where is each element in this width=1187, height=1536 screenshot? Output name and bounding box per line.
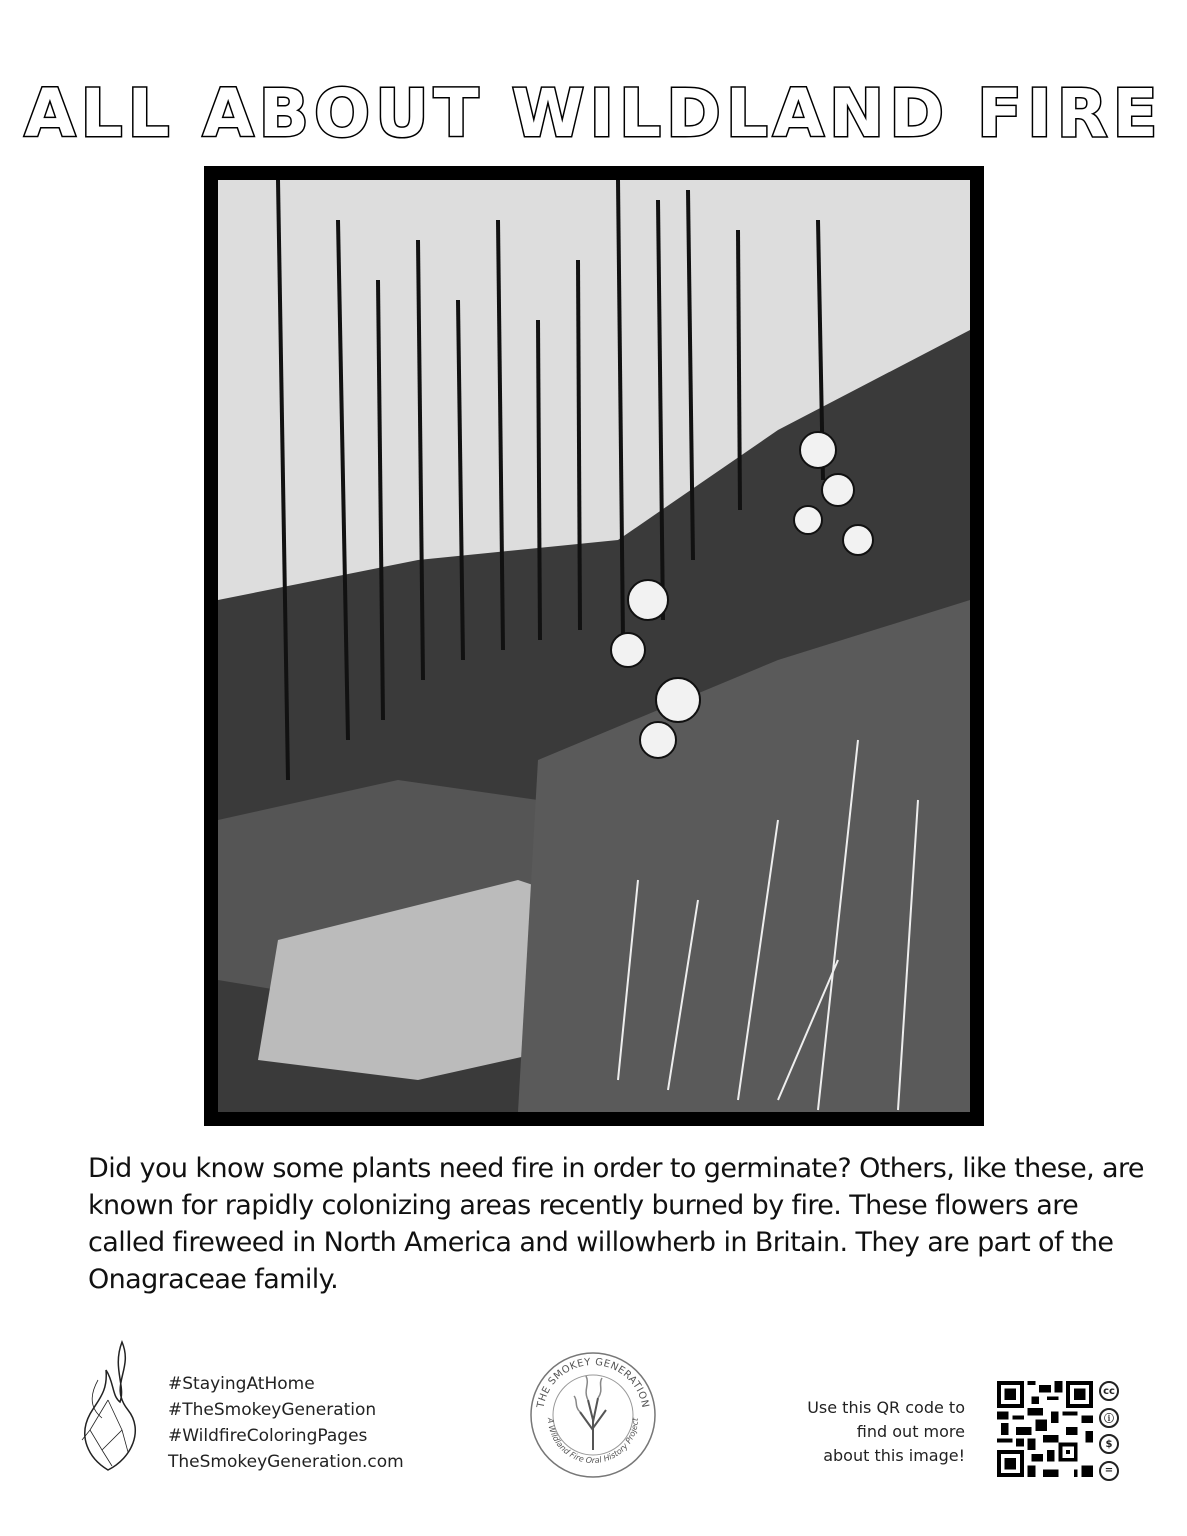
cc-icon: cc xyxy=(1099,1381,1119,1401)
hashtag-list xyxy=(168,1371,404,1475)
burned-forest-illustration xyxy=(218,180,970,1112)
license-icons xyxy=(1099,1381,1123,1481)
seal-bottom-text: A Wildland Fire Oral History Project xyxy=(545,1417,641,1466)
flame-icon xyxy=(78,1340,142,1472)
qr-code[interactable] xyxy=(997,1381,1093,1477)
seal-top-text: THE SMOKEY GENERATION xyxy=(535,1356,651,1410)
burning-tree-icon xyxy=(574,1376,606,1450)
forest-image xyxy=(218,180,970,1112)
hashtag-wildfire-coloring-pages: #WildfireColoringPages xyxy=(168,1426,368,1446)
qr-prompt: Use this QR code to find out more about this image! xyxy=(807,1398,965,1465)
caption-text: Did you know some plants need fire in order to germinate? Others, like these, are known for rapidly colonizing areas recently burned by fire. These flowers are called fireweed in North America and willowherb in Britain. They are part of the Onagraceae family. xyxy=(88,1153,1144,1295)
smokey-generation-seal xyxy=(528,1350,658,1480)
page-title: ALL ABOUT WILDLAND FIRE xyxy=(24,75,1163,152)
website-link[interactable]: TheSmokeyGeneration.com xyxy=(168,1452,404,1472)
nc-icon: $ xyxy=(1099,1434,1119,1454)
illustration-frame xyxy=(204,166,984,1126)
nd-icon: = xyxy=(1099,1461,1119,1481)
hashtag-smokey-generation: #TheSmokeyGeneration xyxy=(168,1400,377,1420)
by-icon: ⓘ xyxy=(1099,1408,1119,1428)
svg-text:THE SMOKEY GENERATION xyxy=(535,1357,650,1410)
hashtag-staying-at-home: #StayingAtHome xyxy=(168,1374,315,1394)
